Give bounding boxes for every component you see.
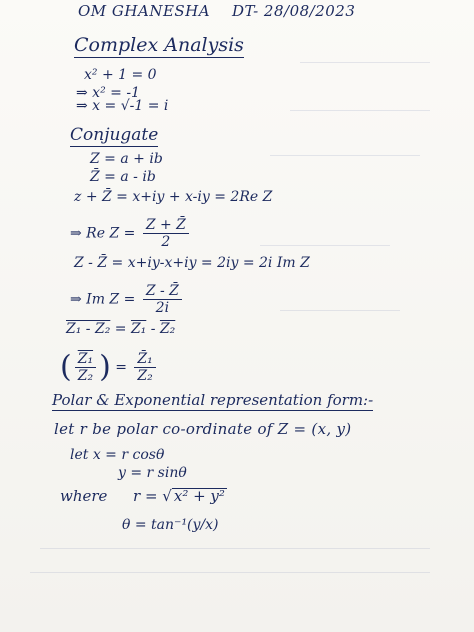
bleed-through-mark	[30, 572, 430, 579]
re-z-denominator: 2	[161, 234, 171, 250]
bar-diff-lhs: Z₁ - Z₂	[66, 321, 111, 337]
radical-sign-icon: √	[162, 487, 172, 505]
quotient-result-denominator: Z̄₂	[137, 368, 153, 384]
bleed-through-mark	[290, 110, 430, 117]
re-z-lhs: ⇒ Re Z =	[70, 225, 136, 242]
header-date: DT- 28/08/2023	[232, 2, 356, 20]
bar-diff-term-2: Z₂	[159, 321, 176, 337]
polar-heading: Polar & Exponential representation form:-	[52, 391, 374, 409]
bleed-through-mark	[280, 310, 400, 317]
r-definition	[60, 488, 227, 504]
bar-diff-term-1: Z₁	[130, 321, 147, 337]
header-name: OM GHANESHA	[78, 2, 211, 20]
right-paren: )	[99, 349, 111, 385]
quotient-equals: =	[115, 359, 127, 376]
bleed-through-mark	[260, 245, 390, 252]
quotient-denominator: Z₂	[77, 368, 94, 384]
quotient-result-fraction	[134, 352, 155, 383]
re-z-fraction	[143, 218, 189, 249]
bleed-through-mark	[40, 548, 430, 555]
r-equals: r =	[133, 487, 158, 505]
where-label: where	[60, 487, 108, 505]
intro-equation-1: x² + 1 = 0	[84, 67, 157, 83]
quotient-numerator: Z₁	[75, 352, 96, 368]
im-z-numerator: Z - Z̄	[143, 284, 182, 300]
bar-diff-minus: -	[150, 321, 156, 337]
radicand: x² + y²	[173, 487, 225, 505]
im-z-lhs: ⇒ Im Z =	[70, 291, 136, 308]
quotient-result-numerator: Z̄₁	[134, 352, 155, 368]
bleed-through-mark	[300, 62, 430, 69]
z-plus-conjugate: z + Z̄ = x+iy + x-iy = 2Re Z	[74, 189, 273, 205]
z-conjugate-definition: Z̄ = a - ib	[90, 169, 156, 185]
im-z-fraction	[143, 284, 182, 315]
bar-of-difference	[66, 322, 175, 336]
quotient-fraction	[75, 352, 96, 383]
intro-equation-3: ⇒ x = √-1 = i	[76, 98, 169, 114]
bleed-through-mark	[270, 155, 420, 162]
theta-definition: θ = tan⁻¹(y/x)	[122, 517, 219, 533]
bar-diff-equals: =	[114, 321, 127, 337]
bar-of-quotient	[60, 349, 159, 385]
im-z-denominator: 2i	[155, 300, 170, 316]
conjugate-heading: Conjugate	[70, 125, 159, 145]
square-root	[162, 488, 227, 504]
x-polar-definition: let x = r cosθ	[70, 447, 165, 463]
y-polar-definition: y = r sinθ	[118, 465, 187, 481]
z-definition: Z = a + ib	[90, 151, 163, 167]
re-z-formula	[70, 218, 192, 249]
left-paren: (	[60, 349, 72, 385]
intro-equation-2: ⇒ x² = -1	[76, 85, 140, 101]
polar-intro-line: let r be polar co-ordinate of Z = (x, y)	[54, 420, 352, 438]
z-minus-conjugate: Z - Z̄ = x+iy-x+iy = 2iy = 2i Im Z	[74, 255, 310, 271]
im-z-formula	[70, 284, 185, 315]
re-z-numerator: Z + Z̄	[143, 218, 189, 234]
page-title: Complex Analysis	[74, 34, 244, 56]
